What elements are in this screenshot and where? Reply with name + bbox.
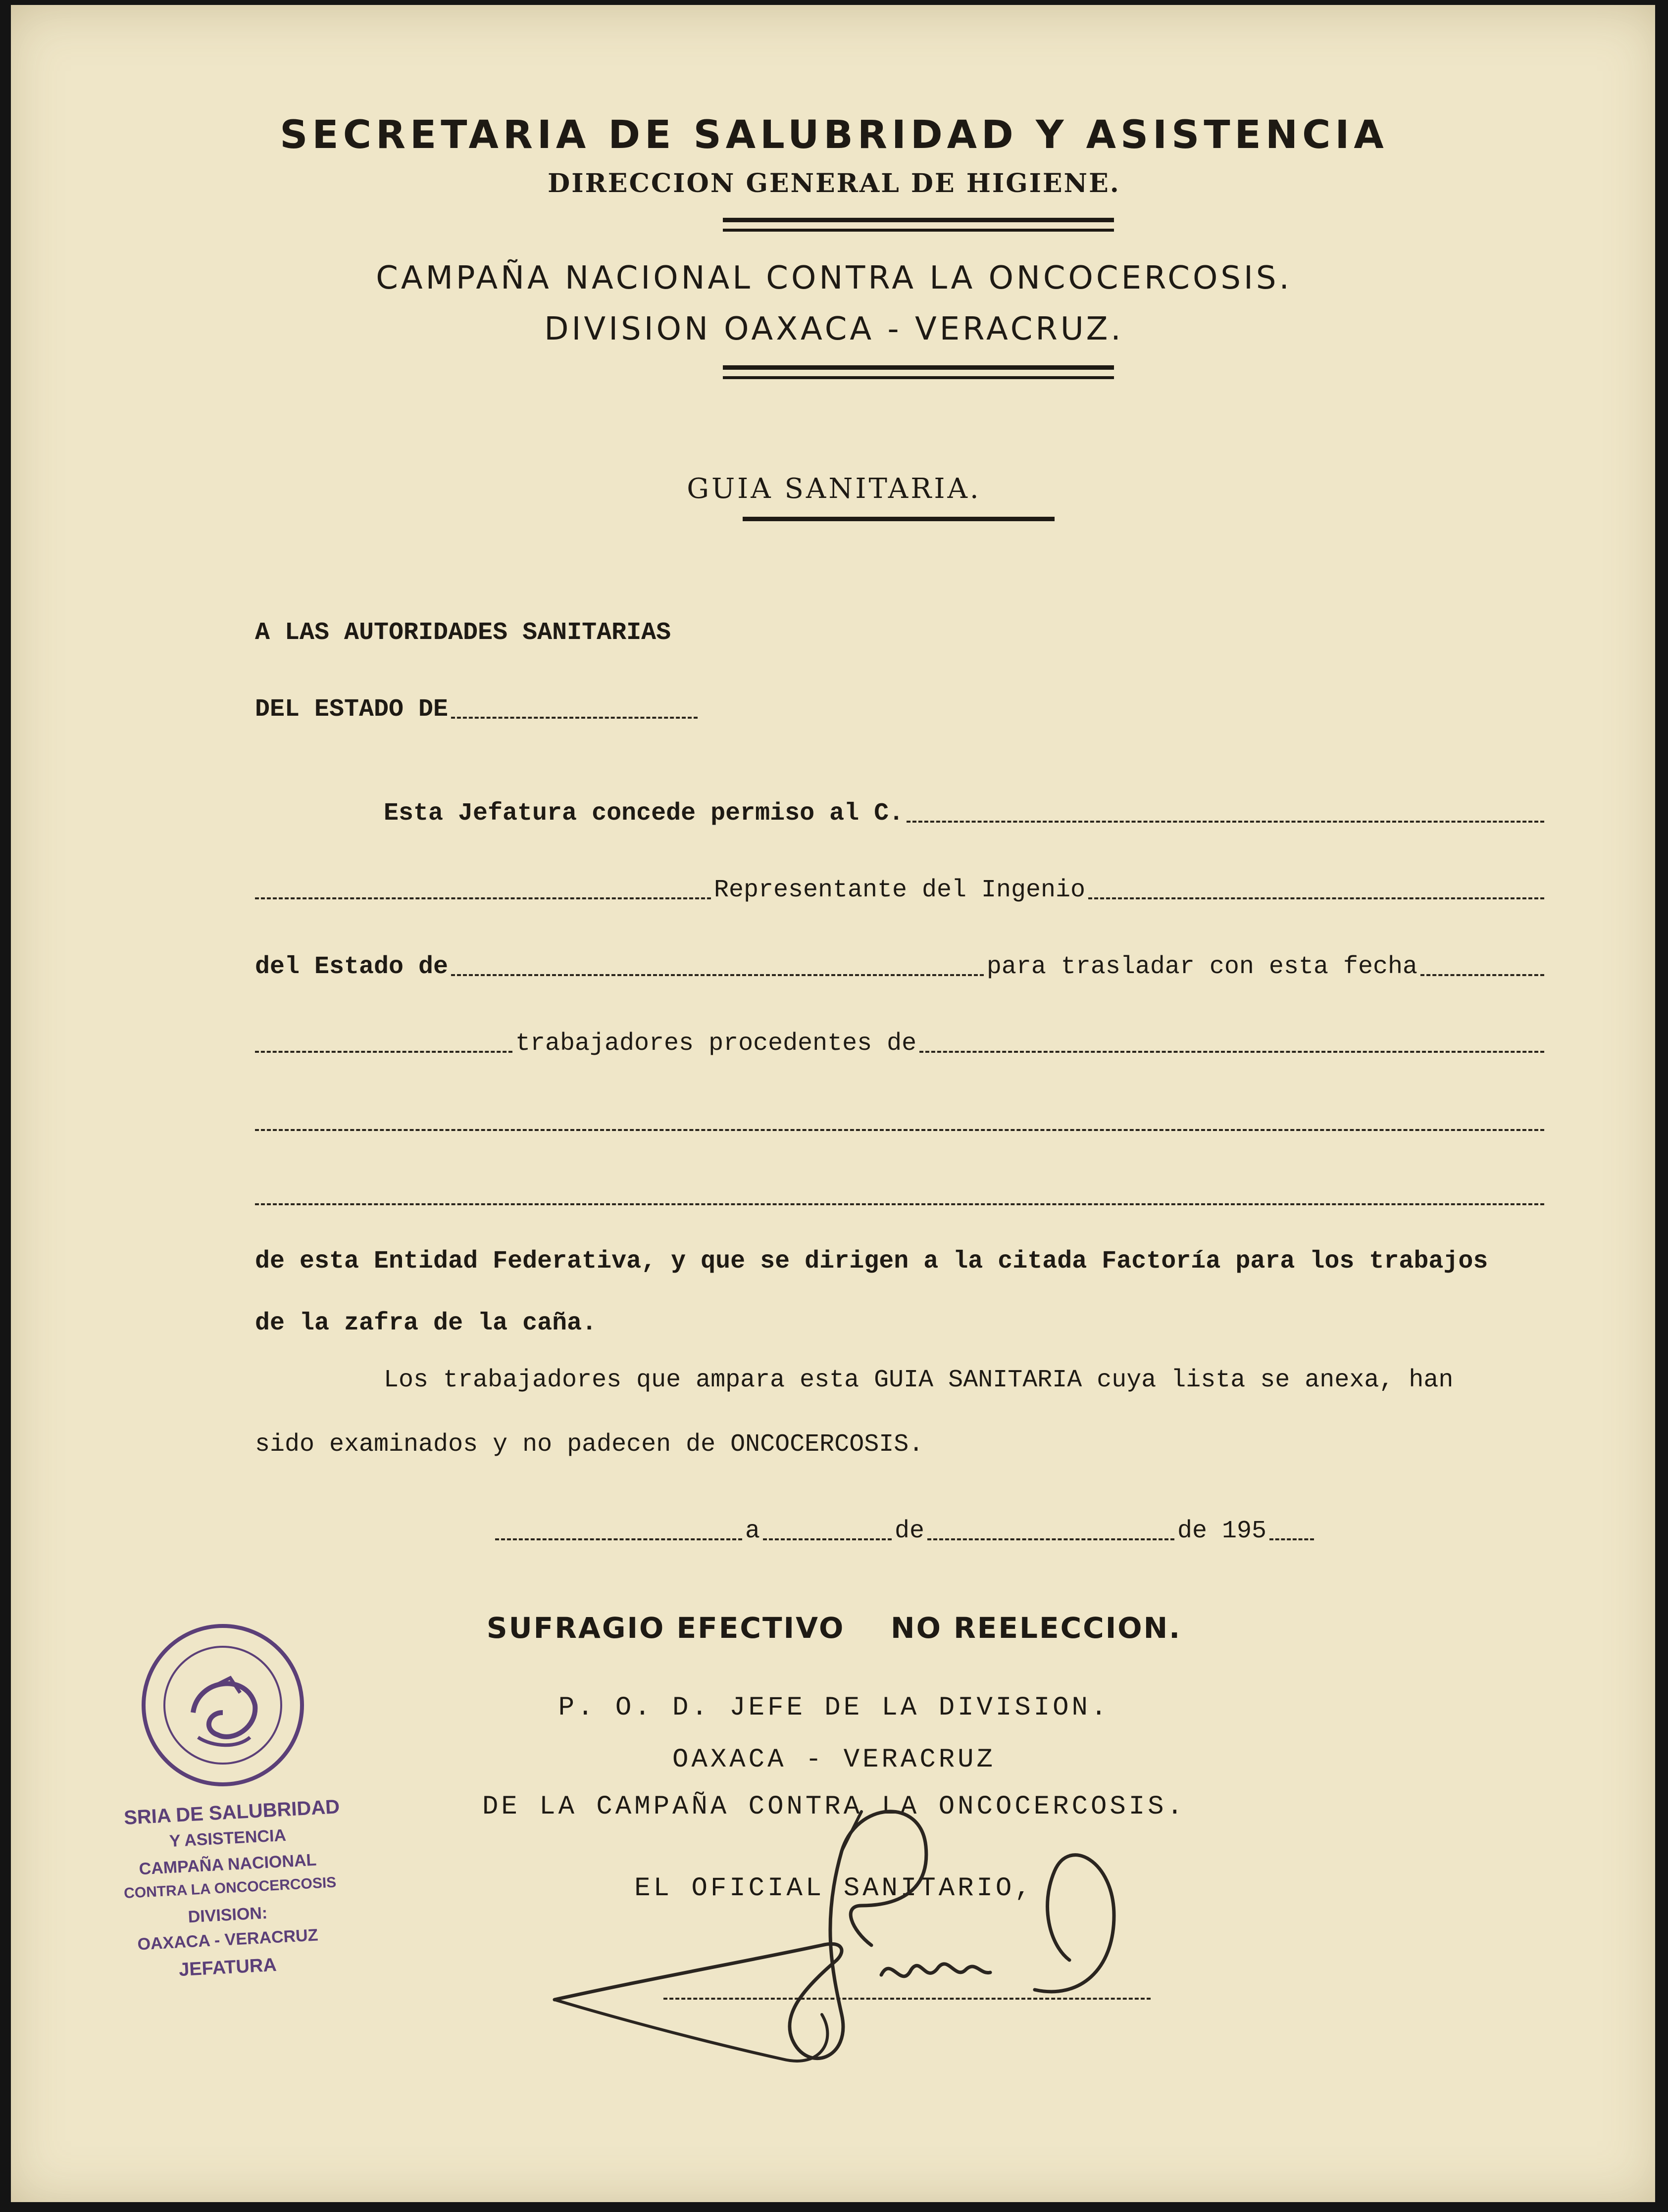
- body-line-8: [255, 1309, 1547, 1337]
- day-blank: [763, 1538, 892, 1540]
- stamp-line-5: DIVISION:: [187, 1903, 268, 1927]
- state-blank: [451, 716, 698, 719]
- origin-place-blank-2: [255, 1129, 1544, 1131]
- date-a: a: [745, 1517, 760, 1545]
- year-blank: [1269, 1538, 1314, 1540]
- signature-line-3: DE LA CAMPAÑA CONTRA LA ONCOCERCOSIS.: [482, 1792, 1186, 1822]
- body-line-6-blank: [255, 1180, 1547, 1210]
- stamp-line-1: SRIA DE SALUBRIDAD: [123, 1796, 341, 1829]
- signature-line-2: OAXACA - VERACRUZ: [672, 1745, 996, 1775]
- header-rule-1b: [723, 229, 1114, 232]
- citizen-name-blank: [907, 820, 1544, 823]
- title-underline: [743, 517, 1055, 521]
- body-line-1: [384, 799, 1547, 828]
- examined-text: sido examinados y no padecen de ONCOCERCOSIS.: [255, 1430, 924, 1459]
- slogan: SUFRAGIO EFECTIVO NO REELECCION.: [486, 1611, 1182, 1645]
- body-line-9: [384, 1366, 1668, 1394]
- date-line: [495, 1517, 1317, 1545]
- stamp-line-2: Y ASISTENCIA: [169, 1825, 287, 1851]
- scan-border-bottom: [0, 2202, 1668, 2212]
- workers-origin-text: trabajadores procedentes de: [515, 1030, 917, 1058]
- place-blank: [495, 1538, 742, 1540]
- header-rule-1a: [723, 218, 1114, 222]
- stamp-line-7: JEFATURA: [178, 1954, 277, 1981]
- direction-heading: DIRECCION GENERAL DE HIGIENE.: [548, 168, 1120, 198]
- address-line-1: [255, 619, 1547, 647]
- body-line-4: [255, 1030, 1547, 1058]
- origin-state-blank: [451, 974, 984, 976]
- body-line-5-blank: [255, 1106, 1547, 1136]
- origin-place-blank: [919, 1050, 1544, 1053]
- body-line-2: [255, 876, 1547, 904]
- permit-text: Esta Jefatura concede permiso al C.: [384, 799, 904, 828]
- stamp-line-6: OAXACA - VERACRUZ: [137, 1925, 319, 1954]
- state-of-text: del Estado de: [255, 953, 449, 981]
- handwritten-signature: [545, 1782, 1188, 2089]
- body-line-10: [255, 1430, 1547, 1459]
- stamp-line-3: CAMPAÑA NACIONAL: [138, 1850, 317, 1879]
- signature-line-1: P. O. D. JEFE DE LA DIVISION.: [558, 1693, 1110, 1723]
- citizen-name-blank-2: [255, 897, 711, 899]
- signature-line-4: EL OFICIAL SANITARIO,: [634, 1873, 1034, 1904]
- header-rule-2a: [723, 365, 1114, 370]
- transfer-text: para trasladar con esta fecha: [986, 953, 1417, 981]
- worker-count-blank-2: [255, 1050, 512, 1053]
- division-heading: DIVISION OAXACA - VERACRUZ.: [544, 311, 1124, 347]
- address-state-label: DEL ESTADO DE: [255, 695, 449, 724]
- federative-entity-text: de esta Entidad Federativa, y que se dirigen a la citada Factoría para los trabajos: [255, 1247, 1488, 1276]
- official-stamp: [123, 1619, 341, 1995]
- date-year: de 195: [1177, 1517, 1266, 1545]
- worker-count-blank: [1420, 974, 1544, 976]
- representative-text: Representante del Ingenio: [713, 876, 1086, 904]
- date-de: de: [894, 1517, 924, 1545]
- harvest-text: de la zafra de la caña.: [255, 1309, 597, 1337]
- document-title: GUIA SANITARIA.: [687, 473, 981, 505]
- origin-place-blank-3: [255, 1203, 1544, 1205]
- stamp-line-4: CONTRA LA ONCOCERCOSIS: [123, 1874, 337, 1902]
- seal-icon: [124, 1619, 332, 1826]
- month-blank: [927, 1538, 1174, 1540]
- ministry-heading: SECRETARIA DE SALUBRIDAD Y ASISTENCIA: [280, 113, 1388, 157]
- workers-guide-text: Los trabajadores que ampara esta GUIA SANITARIA cuya lista se anexa, han: [384, 1366, 1454, 1394]
- scan-border-top: [0, 0, 1668, 5]
- body-line-7: [255, 1247, 1547, 1276]
- campaign-heading: CAMPAÑA NACIONAL CONTRA LA ONCOCERCOSIS.: [376, 260, 1292, 296]
- address-line-2: [255, 695, 701, 724]
- address-recipient: A LAS AUTORIDADES SANITARIAS: [255, 619, 671, 647]
- header-rule-2b: [723, 376, 1114, 379]
- body-line-3: [255, 953, 1547, 981]
- sugar-mill-blank: [1088, 897, 1544, 899]
